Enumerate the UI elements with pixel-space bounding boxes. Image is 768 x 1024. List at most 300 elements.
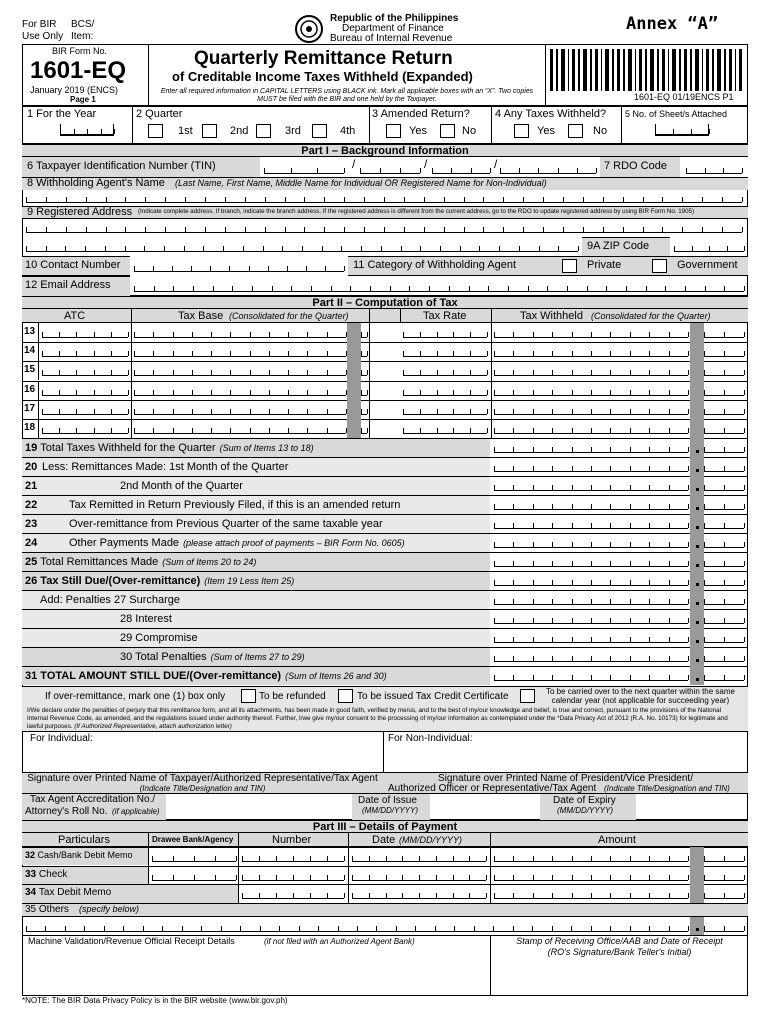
- input-tick: [361, 428, 362, 433]
- input-tick: [469, 893, 470, 898]
- input-tick: [444, 227, 445, 232]
- input-tick: [123, 926, 124, 931]
- input-tick: [409, 286, 410, 291]
- computation-line-note: (please attach proof of payments – BIR Form No. 0605): [183, 538, 405, 548]
- carry-over-label: To be carried over to the next quarter within the same calendar year (not applicable for succeeding year): [546, 687, 735, 706]
- input-tick: [403, 428, 404, 433]
- input-tick: [420, 351, 421, 356]
- withheld-no-label: No: [593, 125, 608, 137]
- input-tick: [59, 428, 60, 433]
- input-tick: [474, 926, 475, 931]
- input-tick: [488, 286, 489, 291]
- input-tick: [245, 227, 246, 232]
- input-tick: [451, 168, 452, 173]
- input-tick: [153, 332, 154, 337]
- input-tick: [649, 390, 650, 395]
- input-tick: [685, 286, 686, 291]
- input-tick: [704, 428, 705, 433]
- input-tick: [259, 856, 260, 861]
- input-tick: [552, 390, 553, 395]
- input-tick: [591, 428, 592, 433]
- quarter-3-checkbox[interactable]: [256, 124, 271, 138]
- input-tick: [523, 197, 524, 202]
- input-baseline: [403, 375, 487, 376]
- input-tick: [201, 926, 202, 931]
- input-baseline: [500, 173, 596, 174]
- withheld-yes-label: Yes: [537, 125, 555, 137]
- input-baseline: [704, 414, 744, 415]
- tcc-label: To be issued Tax Credit Certificate: [357, 691, 509, 702]
- input-tick: [386, 856, 387, 861]
- input-tick: [276, 856, 277, 861]
- input-tick: [724, 332, 725, 337]
- input-tick: [192, 409, 193, 414]
- input-baseline: [704, 861, 744, 862]
- input-tick: [649, 926, 650, 931]
- accreditation-input[interactable]: [166, 794, 352, 820]
- atc-row-number: 14: [24, 345, 36, 357]
- input-tick: [533, 893, 534, 898]
- input-baseline: [26, 931, 688, 932]
- item-21-amount-input[interactable]: [490, 476, 748, 495]
- input-tick: [649, 428, 650, 433]
- input-baseline: [361, 337, 367, 338]
- email-input[interactable]: [130, 276, 748, 296]
- input-tick: [125, 227, 126, 232]
- input-tick: [125, 246, 126, 251]
- input-tick: [327, 856, 328, 861]
- input-tick: [293, 893, 294, 898]
- amended-yes-checkbox[interactable]: [386, 124, 401, 138]
- stamp-note: (RO's Signature/Bank Teller's Initial): [547, 947, 692, 957]
- input-baseline: [403, 433, 487, 434]
- input-tick: [194, 856, 195, 861]
- for-non-individual-label: For Non-Individual:: [388, 733, 473, 744]
- input-tick: [436, 856, 437, 861]
- input-tick: [76, 351, 77, 356]
- input-tick: [42, 390, 43, 395]
- input-tick: [742, 227, 743, 232]
- input-tick: [419, 856, 420, 861]
- computation-line-note: (Sum of Items 26 and 30): [285, 671, 387, 681]
- input-tick: [128, 428, 129, 433]
- input-tick: [483, 227, 484, 232]
- refund-checkbox[interactable]: [241, 689, 256, 703]
- input-tick: [437, 351, 438, 356]
- input-tick: [610, 428, 611, 433]
- input-tick: [723, 168, 724, 173]
- input-tick: [361, 246, 362, 251]
- quarter-4-checkbox[interactable]: [312, 124, 327, 138]
- item-26-amount-input[interactable]: [490, 571, 748, 590]
- individual-signature-area[interactable]: [26, 748, 380, 772]
- input-tick: [513, 893, 514, 898]
- input-tick: [184, 246, 185, 251]
- input-tick: [436, 875, 437, 880]
- computation-line-label: 21 2nd Month of the Quarter: [25, 480, 243, 492]
- tin-slash-1: /: [352, 157, 356, 171]
- item-28-amount-input[interactable]: [490, 609, 748, 628]
- input-tick: [361, 390, 362, 395]
- input-tick: [487, 370, 488, 375]
- input-tick: [669, 856, 670, 861]
- atc-row-number: 18: [24, 422, 36, 433]
- input-tick: [727, 246, 728, 251]
- item3-label: 3 Amended Return?: [372, 108, 470, 120]
- input-tick: [172, 266, 173, 271]
- item-23-amount-input[interactable]: [490, 514, 748, 533]
- input-tick: [435, 926, 436, 931]
- input-tick: [242, 875, 243, 880]
- input-tick: [688, 856, 689, 861]
- input-tick: [242, 856, 243, 861]
- particulars-header: Particulars: [58, 834, 110, 846]
- input-tick: [352, 875, 353, 880]
- bcs-label: BCS/: [71, 19, 95, 30]
- rdo-label: 7 RDO Code: [604, 160, 667, 172]
- input-tick: [128, 370, 129, 375]
- item-19-amount-input[interactable]: [490, 438, 748, 457]
- non-individual-signature-area[interactable]: [387, 748, 745, 772]
- payment-row-divider: [22, 884, 748, 885]
- input-tick: [185, 197, 186, 202]
- amended-no-checkbox[interactable]: [440, 124, 455, 138]
- input-tick: [432, 168, 433, 173]
- withheld-yes-checkbox[interactable]: [514, 124, 529, 138]
- address-input-1[interactable]: [22, 219, 748, 237]
- computation-line-note: (Item 19 Less Item 25): [204, 576, 295, 586]
- input-tick: [513, 370, 514, 375]
- input-tick: [344, 227, 345, 232]
- item5-label: 5 No. of Sheet/s Attached: [625, 109, 728, 119]
- input-tick: [86, 197, 87, 202]
- input-tick: [552, 370, 553, 375]
- input-tick: [610, 390, 611, 395]
- input-tick: [211, 409, 212, 414]
- input-tick: [236, 856, 237, 861]
- input-tick: [111, 332, 112, 337]
- payment-row-divider: [22, 866, 748, 867]
- amended-yes-label: Yes: [409, 125, 427, 137]
- input-tick: [307, 351, 308, 356]
- agency-line-1: Republic of the Philippines: [330, 13, 459, 24]
- input-tick: [533, 390, 534, 395]
- input-tick: [318, 926, 319, 931]
- input-baseline: [704, 898, 744, 899]
- payment-row-divider: [22, 847, 748, 848]
- input-tick: [42, 332, 43, 337]
- input-tick: [724, 390, 725, 395]
- input-tick: [669, 409, 670, 414]
- input-tick: [211, 370, 212, 375]
- footer-note: *NOTE: The BIR Data Privacy Policy is in the BIR website (www.bir.gov.ph): [22, 996, 288, 1005]
- atc-row-divider: [22, 419, 748, 420]
- input-baseline: [361, 395, 367, 396]
- input-tick: [288, 409, 289, 414]
- input-tick: [285, 227, 286, 232]
- input-tick: [558, 246, 559, 251]
- item-29-amount-input[interactable]: [490, 628, 748, 647]
- input-baseline: [352, 880, 486, 881]
- input-tick: [145, 197, 146, 202]
- atc-row-divider-v: [38, 361, 39, 380]
- input-tick: [572, 856, 573, 861]
- input-tick: [494, 390, 495, 395]
- input-tick: [453, 428, 454, 433]
- input-tick: [46, 197, 47, 202]
- input-tick: [420, 390, 421, 395]
- input-tick: [367, 409, 368, 414]
- input-tick: [724, 428, 725, 433]
- input-tick: [487, 332, 488, 337]
- input-tick: [691, 129, 692, 134]
- input-tick: [669, 351, 670, 356]
- atc-row-number: 13: [24, 326, 36, 337]
- input-tick: [552, 875, 553, 880]
- input-tick: [279, 926, 280, 931]
- input-tick: [533, 875, 534, 880]
- input-baseline: [134, 291, 744, 292]
- for-individual-label: For Individual:: [30, 733, 93, 744]
- input-baseline: [704, 337, 744, 338]
- input-tick: [513, 409, 514, 414]
- input-tick: [94, 428, 95, 433]
- others-note: (specify below): [79, 904, 140, 914]
- tin-slash-2: /: [424, 157, 428, 171]
- input-baseline: [361, 414, 367, 415]
- input-tick: [513, 332, 514, 337]
- item-31-amount-input[interactable]: [490, 666, 748, 685]
- input-tick: [470, 409, 471, 414]
- input-tick: [76, 390, 77, 395]
- input-tick: [327, 390, 328, 395]
- input-tick: [134, 332, 135, 337]
- input-tick: [486, 875, 487, 880]
- input-tick: [469, 856, 470, 861]
- input-tick: [327, 428, 328, 433]
- input-tick: [419, 893, 420, 898]
- input-tick: [265, 227, 266, 232]
- input-tick: [265, 197, 266, 202]
- input-tick: [591, 332, 592, 337]
- input-tick: [401, 246, 402, 251]
- quarter-2-checkbox[interactable]: [202, 124, 217, 138]
- input-tick: [724, 351, 725, 356]
- item-27-amount-input[interactable]: [490, 590, 748, 609]
- input-tick: [532, 926, 533, 931]
- input-tick: [250, 409, 251, 414]
- input-tick: [688, 428, 689, 433]
- input-tick: [369, 893, 370, 898]
- input-tick: [153, 428, 154, 433]
- amended-no-label: No: [462, 125, 477, 137]
- input-tick: [192, 390, 193, 395]
- computation-line-label: Add: Penalties 27 Surcharge: [40, 594, 181, 606]
- sig-non-individual-label-2: Authorized Officer or Representative/Tax Agent: [388, 783, 597, 794]
- input-tick: [470, 428, 471, 433]
- input-baseline: [134, 414, 346, 415]
- input-tick: [191, 266, 192, 271]
- computation-line-label: 20 Less: Remittances Made: 1st Month of the Quarter: [25, 461, 289, 473]
- input-tick: [673, 129, 674, 134]
- date-expiry-format: (MM/DD/YYYY): [557, 806, 613, 815]
- item-30-amount-input[interactable]: [490, 647, 748, 666]
- item-22-amount-input[interactable]: [490, 495, 748, 514]
- input-tick: [630, 351, 631, 356]
- input-tick: [84, 926, 85, 931]
- input-tick: [403, 370, 404, 375]
- input-tick: [420, 168, 421, 173]
- input-tick: [404, 227, 405, 232]
- input-baseline: [42, 375, 128, 376]
- input-baseline: [352, 861, 486, 862]
- date-issue-input[interactable]: [430, 794, 540, 820]
- input-tick: [173, 428, 174, 433]
- input-tick: [42, 370, 43, 375]
- input-tick: [282, 246, 283, 251]
- input-tick: [114, 129, 115, 134]
- input-tick: [486, 856, 487, 861]
- government-checkbox[interactable]: [652, 259, 667, 273]
- zip-label: 9A ZIP Code: [587, 240, 650, 252]
- date-expiry-input[interactable]: [636, 794, 748, 820]
- input-tick: [125, 197, 126, 202]
- input-tick: [193, 286, 194, 291]
- atc-row-number: 17: [24, 402, 36, 414]
- withheld-no-checkbox[interactable]: [568, 124, 583, 138]
- input-tick: [453, 332, 454, 337]
- agent-name-input[interactable]: [22, 190, 748, 206]
- input-tick: [350, 286, 351, 291]
- address-label: 9 Registered Address: [27, 206, 133, 218]
- input-tick: [649, 893, 650, 898]
- input-tick: [742, 197, 743, 202]
- input-tick: [552, 428, 553, 433]
- input-tick: [288, 390, 289, 395]
- input-tick: [709, 129, 710, 134]
- input-tick: [494, 409, 495, 414]
- input-tick: [192, 351, 193, 356]
- rdo-input[interactable]: [680, 157, 748, 177]
- others-label: 35 Others: [25, 904, 69, 915]
- contact-input[interactable]: [130, 256, 348, 276]
- input-tick: [436, 893, 437, 898]
- input-tick: [538, 168, 539, 173]
- input-tick: [643, 197, 644, 202]
- atc-row-divider-v: [38, 342, 39, 361]
- tin-input[interactable]: [260, 157, 600, 177]
- input-baseline: [134, 433, 346, 434]
- input-tick: [182, 926, 183, 931]
- input-tick: [649, 875, 650, 880]
- input-baseline: [60, 134, 114, 135]
- carry-over-checkbox[interactable]: [520, 689, 535, 703]
- input-tick: [213, 286, 214, 291]
- item-25-amount-input[interactable]: [490, 552, 748, 571]
- input-tick: [630, 370, 631, 375]
- input-tick: [626, 286, 627, 291]
- input-tick: [269, 332, 270, 337]
- input-tick: [688, 390, 689, 395]
- input-tick: [310, 875, 311, 880]
- item-24-amount-input[interactable]: [490, 533, 748, 552]
- input-tick: [369, 856, 370, 861]
- input-tick: [307, 428, 308, 433]
- input-tick: [269, 351, 270, 356]
- input-tick: [59, 351, 60, 356]
- input-tick: [60, 129, 61, 134]
- input-tick: [686, 168, 687, 173]
- input-tick: [494, 856, 495, 861]
- input-tick: [310, 856, 311, 861]
- quarter-1-checkbox[interactable]: [148, 124, 163, 138]
- input-tick: [327, 351, 328, 356]
- input-tick: [327, 332, 328, 337]
- input-tick: [513, 428, 514, 433]
- input-tick: [361, 332, 362, 337]
- input-tick: [649, 856, 650, 861]
- input-tick: [111, 428, 112, 433]
- input-tick: [165, 227, 166, 232]
- others-input[interactable]: [22, 917, 748, 935]
- input-tick: [250, 428, 251, 433]
- input-tick: [688, 926, 689, 931]
- number-header: Number: [272, 834, 312, 846]
- input-tick: [369, 875, 370, 880]
- input-tick: [230, 390, 231, 395]
- input-tick: [360, 168, 361, 173]
- input-tick: [655, 129, 656, 134]
- part2-title: Part II – Computation of Tax: [312, 297, 458, 309]
- item-20-amount-input[interactable]: [490, 457, 748, 476]
- input-tick: [59, 390, 60, 395]
- input-tick: [390, 286, 391, 291]
- input-tick: [307, 370, 308, 375]
- input-tick: [533, 409, 534, 414]
- input-tick: [591, 926, 592, 931]
- government-label: Government: [677, 259, 738, 271]
- input-tick: [744, 390, 745, 395]
- input-tick: [317, 168, 318, 173]
- input-tick: [134, 351, 135, 356]
- input-tick: [429, 286, 430, 291]
- input-tick: [229, 266, 230, 271]
- private-checkbox[interactable]: [562, 259, 577, 273]
- input-tick: [173, 351, 174, 356]
- input-tick: [591, 875, 592, 880]
- input-tick: [250, 332, 251, 337]
- input-tick: [547, 286, 548, 291]
- input-tick: [173, 286, 174, 291]
- input-tick: [744, 856, 745, 861]
- input-tick: [437, 332, 438, 337]
- input-tick: [153, 266, 154, 271]
- input-tick: [225, 197, 226, 202]
- decimal-point: [696, 928, 699, 931]
- input-tick: [287, 266, 288, 271]
- input-tick: [610, 351, 611, 356]
- input-tick: [669, 428, 670, 433]
- input-baseline: [494, 375, 688, 376]
- tcc-checkbox[interactable]: [338, 689, 353, 703]
- machine-validation-label: Machine Validation/Revenue Official Receipt Details: [28, 936, 235, 946]
- input-tick: [470, 370, 471, 375]
- input-tick: [471, 168, 472, 173]
- computation-line-label: 22 Tax Remitted in Return Previously Filed, if this is an amended return: [25, 499, 401, 511]
- form-subtitle: of Creditable Income Taxes Withheld (Expanded): [172, 69, 473, 84]
- input-tick: [552, 351, 553, 356]
- input-tick: [153, 351, 154, 356]
